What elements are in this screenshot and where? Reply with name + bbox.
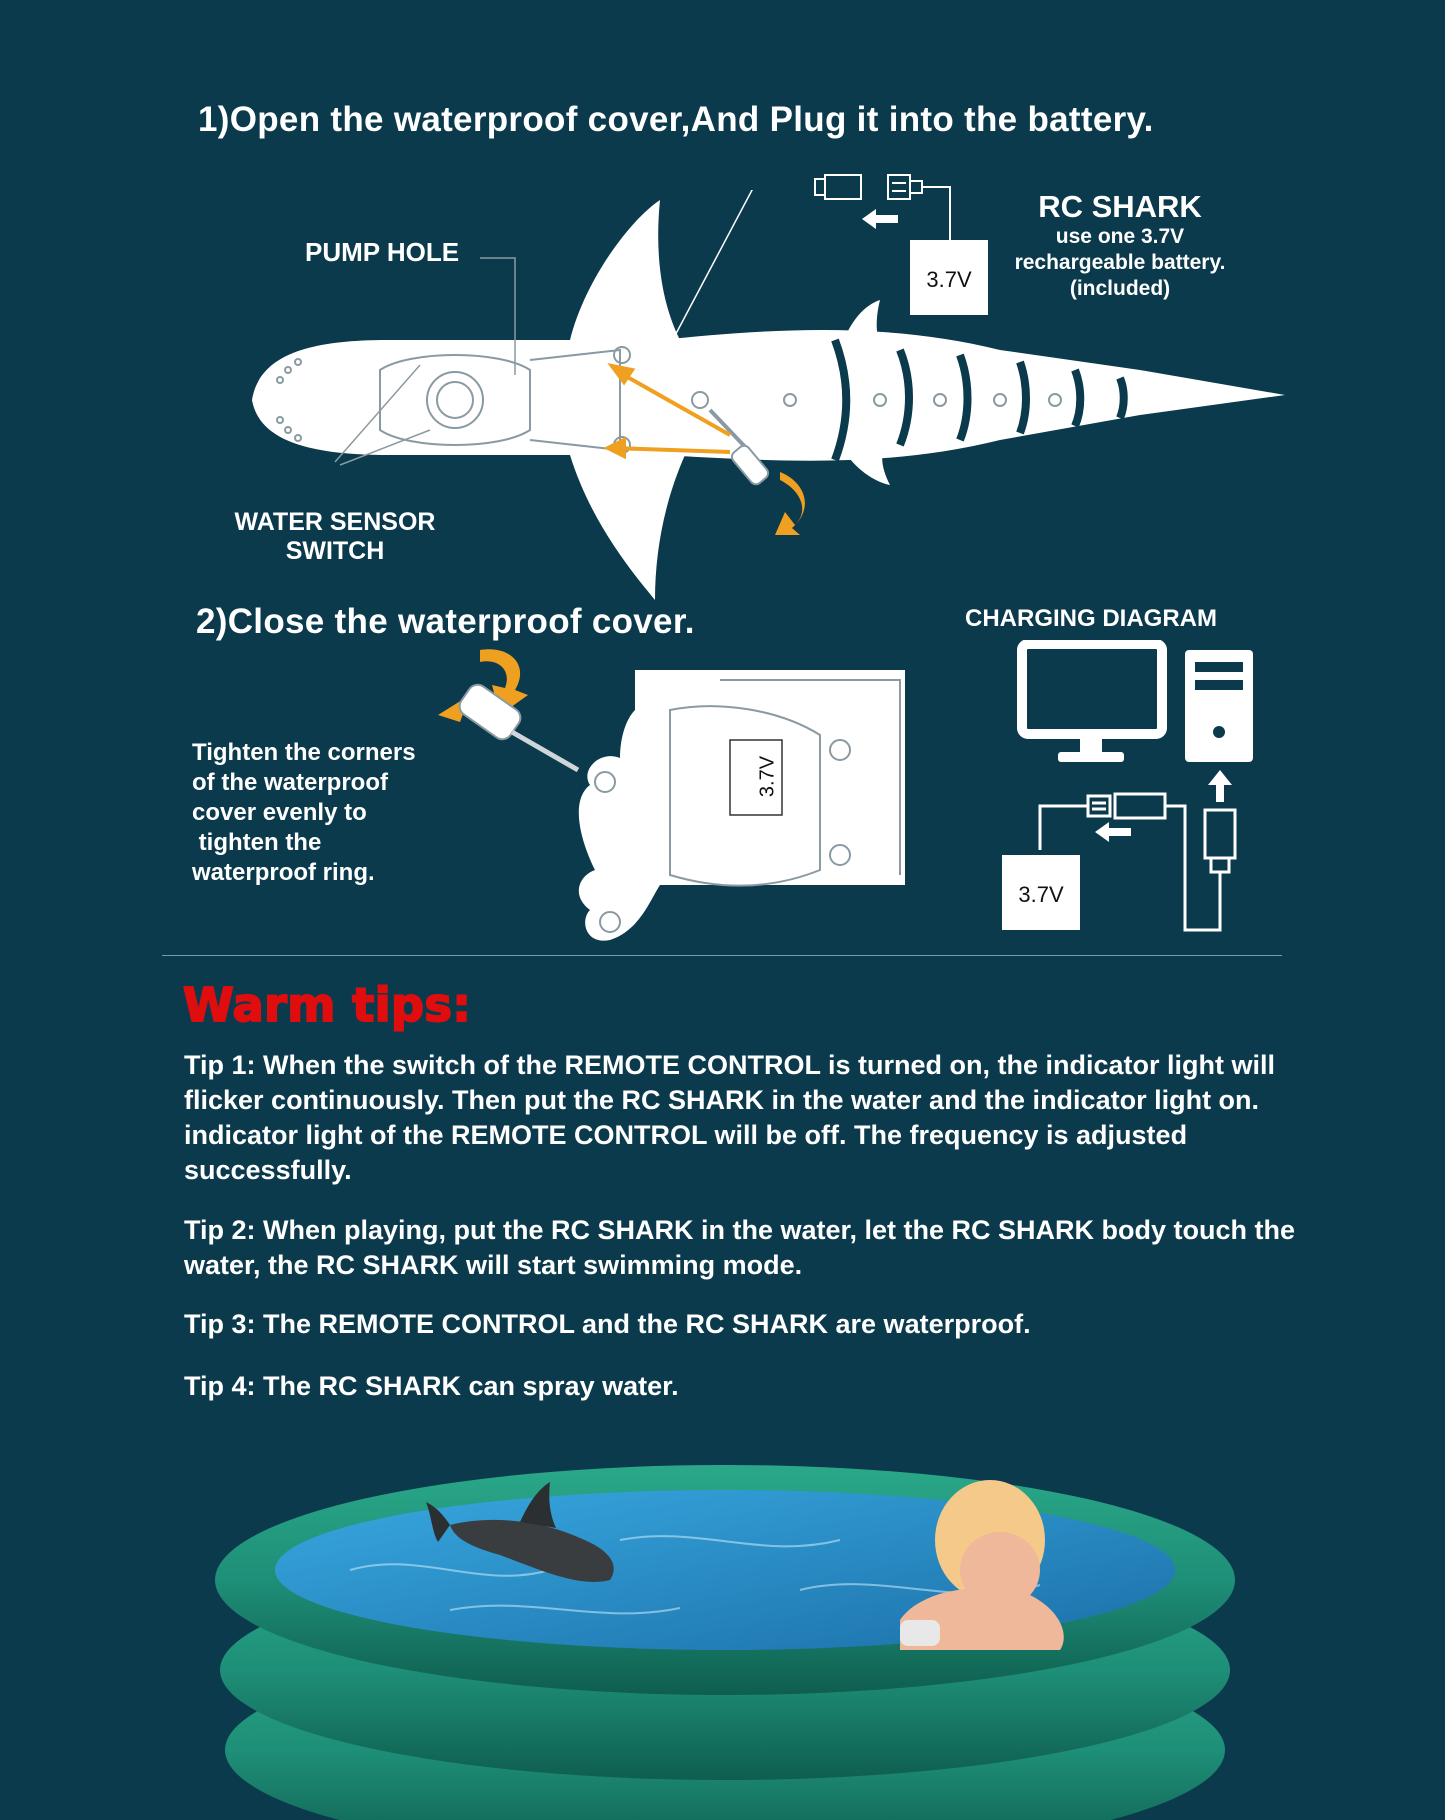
tip-1: Tip 1: When the switch of the REMOTE CONTROL is turned on, the indicator light will flicker continuously. Then put the RC SHARK in the water and the indicator light on. indicator light of the REMOTE CONTROL will be off. The frequency is adjusted successfully.	[184, 1050, 1276, 1185]
instruction-line: tighten the	[192, 829, 322, 856]
pump-hole-label: PUMP HOLE	[305, 237, 460, 267]
monitor-icon	[1022, 644, 1162, 762]
battery-cable	[670, 190, 820, 345]
left-arrow-icon	[1095, 822, 1131, 842]
rc-shark-line1: use one 3.7V	[1055, 225, 1185, 248]
water-sensor-line1: WATER SENSOR	[234, 508, 436, 536]
charging-battery-label: 3.7V	[1018, 882, 1064, 907]
plug-right	[888, 175, 910, 199]
section-divider	[162, 955, 1282, 956]
pool-photo	[200, 1420, 1250, 1820]
up-arrow-icon	[1208, 770, 1232, 802]
charging-diagram-title: CHARGING DIAGRAM	[965, 605, 1217, 632]
instruction-line: cover evenly to	[192, 799, 367, 826]
rc-shark-line3: (included)	[1069, 277, 1171, 300]
rc-shark-line2: rechargeable battery.	[1014, 251, 1226, 274]
connector-diagram	[810, 165, 990, 325]
step2-title: 2)Close the waterproof cover.	[196, 602, 695, 641]
shark-diagram	[240, 190, 1300, 610]
top-fin	[570, 200, 680, 340]
plug-arrow-icon	[862, 209, 898, 229]
battery-label-step1: 3.7V	[926, 267, 972, 292]
pc-tower-icon	[1185, 650, 1253, 762]
waterproof-cover-diagram	[420, 640, 920, 950]
instruction-line: waterproof ring.	[192, 859, 375, 886]
warm-tips-heading: Warm tips:	[183, 978, 472, 1032]
tip-2: Tip 2: When playing, put the RC SHARK in the water, let the RC SHARK body touch the water, the RC SHARK will start swimming mode.	[184, 1215, 1296, 1280]
rotate-arrow-icon	[775, 472, 805, 535]
instruction-line: Tighten the corners	[192, 739, 416, 766]
tip-4: Tip 4: The RC SHARK can spray water.	[184, 1371, 679, 1401]
rc-shark-title: RC SHARK	[1038, 189, 1202, 224]
tail-fin-bottom	[840, 440, 890, 485]
step1-title: 1)Open the waterproof cover,And Plug it into the battery.	[198, 100, 1154, 139]
instruction-line: of the waterproof	[192, 769, 388, 796]
bottom-fin	[570, 455, 685, 600]
tip-3: Tip 3: The REMOTE CONTROL and the RC SHARK are waterproof.	[184, 1309, 1031, 1339]
step2-instructions	[192, 738, 416, 888]
plug-left	[825, 175, 861, 199]
water-sensor-line2: SWITCH	[285, 537, 385, 565]
cover-battery-label: 3.7V	[756, 755, 779, 798]
